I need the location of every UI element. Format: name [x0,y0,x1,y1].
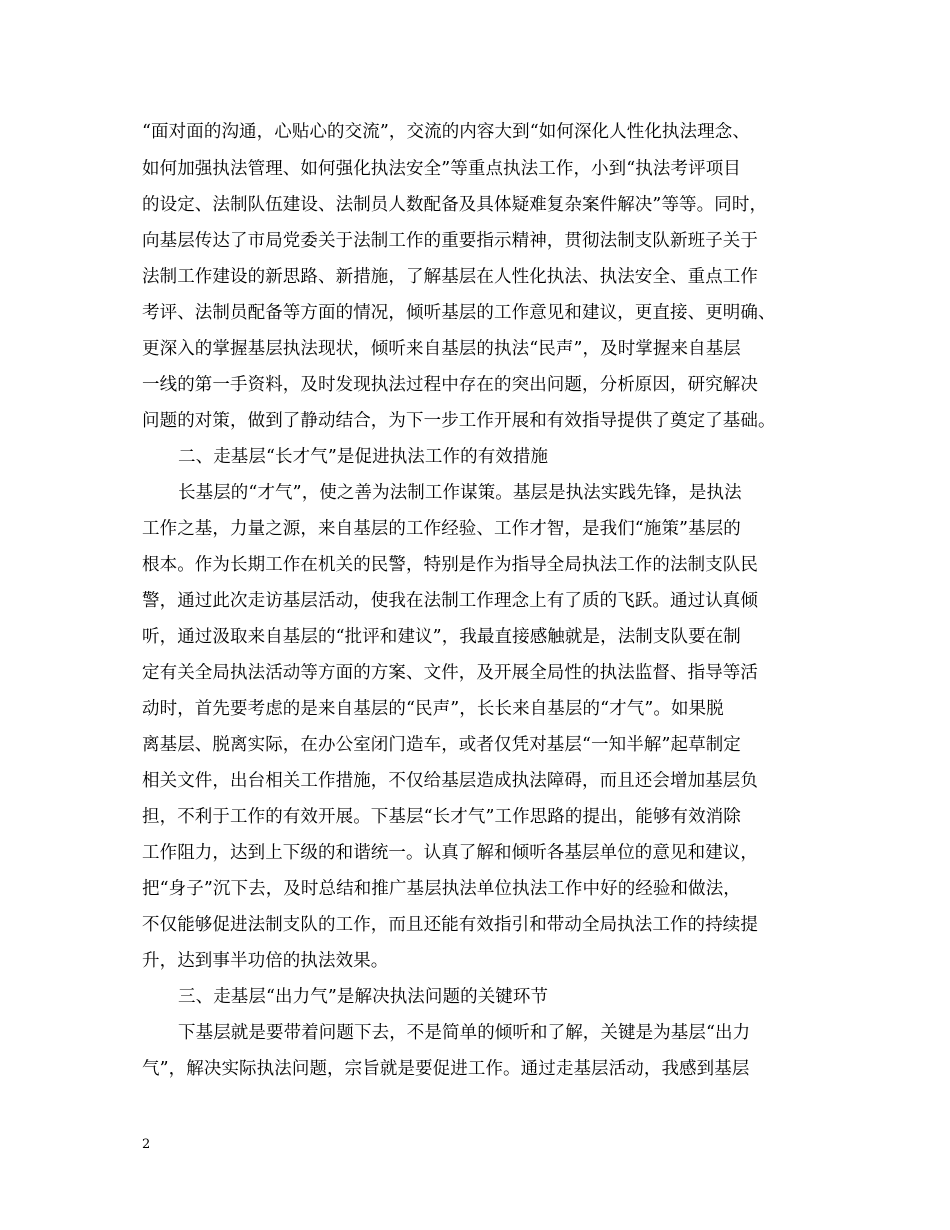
text-line: 法制工作建设的新思路、新措施，了解基层在人性化执法、执法安全、重点工作 [142,267,758,287]
text-line: 问题的对策，做到了静动结合，为下一步工作开展和有效指导提供了奠定了基础。 [142,411,776,431]
text-line: 长基层的“才气”，使之善为法制工作谋策。基层是执法实践先锋，是执法 [178,483,742,503]
text-line: 气”，解决实际执法问题，宗旨就是要促进工作。通过走基层活动，我感到基层 [142,1059,750,1079]
section-heading: 二、走基层“长才气”是促进执法工作的有效措施 [178,447,549,467]
text-line: 定有关全局执法活动等方面的方案、文件，及开展全局性的执法监督、指导等活 [142,663,758,683]
text-line: 下基层就是要带着问题下去，不是简单的倾听和了解，关键是为基层“出力 [178,1023,751,1043]
text-line: 向基层传达了市局党委关于法制工作的重要指示精神，贯彻法制支队新班子关于 [142,231,758,251]
text-line: 警，通过此次走访基层活动，使我在法制工作理念上有了质的飞跃。通过认真倾 [142,591,758,611]
text-line: 动时，首先要考虑的是来自基层的“民声”，长长来自基层的“才气”。如果脱 [142,699,724,719]
text-line: 不仅能够促进法制支队的工作，而且还能有效指引和带动全局执法工作的持续提 [142,915,758,935]
text-line: 一线的第一手资料，及时发现执法过程中存在的突出问题，分析原因，研究解决 [142,375,758,395]
text-line: 考评、法制员配备等方面的情况，倾听基层的工作意见和建议，更直接、更明确、 [142,303,776,323]
text-line: 根本。作为长期工作在机关的民警，特别是作为指导全局执法工作的法制支队民 [142,555,758,575]
text-line: 担，不利于工作的有效开展。下基层“长才气”工作思路的提出，能够有效消除 [142,807,741,827]
text-line: 工作阻力，达到上下级的和谐统一。认真了解和倾听各基层单位的意见和建议， [142,843,758,863]
text-line: 如何加强执法管理、如何强化执法安全”等重点执法工作，小到“执法考评项目 [142,159,741,179]
text-line: 升，达到事半功倍的执法效果。 [142,951,389,971]
text-line: 相关文件，出台相关工作措施，不仅给基层造成执法障碍，而且还会增加基层负 [142,771,758,791]
text-line: 更深入的掌握基层执法现状，倾听来自基层的执法“民声”，及时掌握来自基层 [142,339,741,359]
text-line: 听，通过汲取来自基层的“批评和建议”，我最直接感触就是，法制支队要在制 [142,627,741,647]
text-line: 离基层、脱离实际，在办公室闭门造车，或者仅凭对基层“一知半解”起草制定 [142,735,741,755]
text-line: 工作之基，力量之源，来自基层的工作经验、工作才智，是我们“施策”基层的 [142,519,741,539]
text-line: 的设定、法制队伍建设、法制员人数配备及具体疑难复杂案件解决”等等。同时， [142,195,768,215]
text-line: 把“身子”沉下去，及时总结和推广基层执法单位执法工作中好的经验和做法， [142,879,741,899]
section-heading: 三、走基层“出力气”是解决执法问题的关键环节 [178,987,549,1007]
text-line: “面对面的沟通，心贴心的交流”，交流的内容大到“如何深化人性化执法理念、 [142,122,750,142]
page-number: 2 [142,1137,151,1152]
